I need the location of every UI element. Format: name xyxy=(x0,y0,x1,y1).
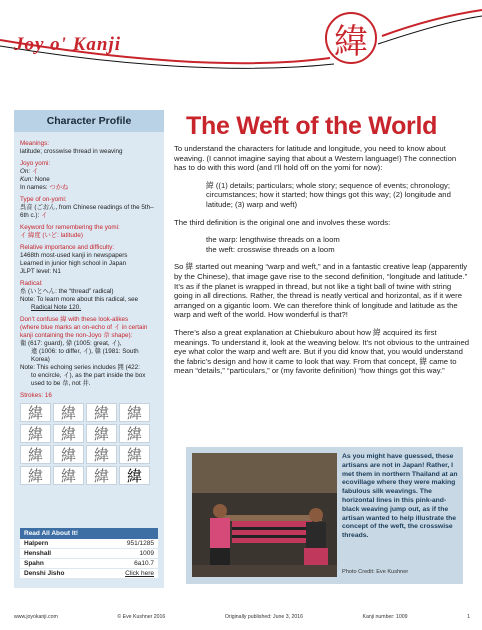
reference-table xyxy=(20,528,158,579)
confuse-note-2: to encircle, イ), as the part inside the box used to be 韋, not 井. xyxy=(31,372,146,387)
confuse-sub-label: (where blue marks an on-echo of イ in certain kanji containing the non-Joyo 韋 shape): xyxy=(20,324,148,339)
article-title: The Weft of the World xyxy=(186,112,438,140)
photo-illustration xyxy=(192,453,337,577)
denshi-jisho-link[interactable]: Click here xyxy=(125,570,154,577)
type-on-value xyxy=(20,204,158,220)
stroke-step: 緯 xyxy=(119,424,150,443)
radical-value: 糸 (いとへん: the “thread” radical) xyxy=(20,288,114,295)
reference-name: Denshi Jisho xyxy=(24,570,65,577)
footer-page-number: 1 xyxy=(467,614,470,620)
confuse-line-2: 違 (1006: to differ, イ), 韓 (1981: South Korea) xyxy=(31,348,139,363)
kun-label: Kun: xyxy=(20,176,33,183)
reference-value: 1009 xyxy=(139,550,154,557)
kun-yomi xyxy=(20,176,158,184)
stroke-step: 緯 xyxy=(86,403,117,422)
weavers-photo xyxy=(192,453,337,577)
site-logo: Joy o' Kanji xyxy=(14,34,122,55)
type-on-kana: イ xyxy=(41,212,48,219)
stroke-step: 緯 xyxy=(119,466,150,485)
stroke-step: 緯 xyxy=(53,403,84,422)
kanji-emblem: 緯 xyxy=(325,12,377,64)
reference-row xyxy=(20,569,158,579)
kun-value: None xyxy=(34,176,50,183)
on-yomi xyxy=(20,168,158,176)
importance-label: Relative importance and difficulty: xyxy=(20,244,115,251)
reference-row xyxy=(20,559,158,569)
reference-value: 951/1285 xyxy=(126,540,154,547)
paragraph-intro: To understand the characters for latitude and longitude, you need to know about weaving. (I cannot imagine saying that about a Western language!) The connection has to do with this word (and I’ll hold off on the yomi for now): xyxy=(174,144,457,173)
confuse-label: Don’t confuse 緯 with these look-alikes xyxy=(20,316,129,323)
warp-weft-block xyxy=(174,235,470,254)
character-profile-sidebar xyxy=(14,110,164,588)
type-on-text: 呉音 (ごおん, from Chinese readings of the 5th–6th c.): xyxy=(20,204,154,219)
joyo-yomi-label: Joyo yomi: xyxy=(20,160,51,167)
radical-label: Radical: xyxy=(20,280,43,287)
profile-heading: Character Profile xyxy=(14,110,164,132)
on-label: On: xyxy=(20,168,31,175)
keyword-value: イ 緯度 (いど: latitude) xyxy=(20,232,83,239)
stroke-step: 緯 xyxy=(20,445,51,464)
reference-name: Halpern xyxy=(24,540,49,547)
photo-caption: As you might have guessed, these artisans are not in Japan! Rather, I met them in northern Thailand at an ecovillage where they were making fabulous silk weavings. The horizontal lines in this pink-and-black weaving jump out, as if the artisan wanted to help illustrate the concept of the weft, the crosswise threads. xyxy=(342,453,458,540)
weft-line: the weft: crosswise threads on a loom xyxy=(206,244,335,254)
stroke-step: 緯 xyxy=(119,403,150,422)
importance-2: Learned in junior high school in Japan xyxy=(20,260,127,267)
on-value: イ xyxy=(31,168,39,175)
footer-copyright: © Eve Kushner 2016 xyxy=(117,614,166,620)
reference-row xyxy=(20,539,158,549)
paragraph-chiebukuro: There’s also a great explanation at Chiebukuro about how 緯 acquired its first meanings. To understand it, look at the weaving below. It’s not obvious to the untrained eye what color the warp and weft are. But if you did know that, you would understand the fabric’s design and how it came to look that way. From that concept, 緯 came to mean “details,” “particulars,” or (my favorite definition) “how things got this way.” xyxy=(174,327,470,376)
paragraph-third-definition: The third definition is the original one and involves these words: xyxy=(174,217,391,227)
importance-3: JLPT level: N1 xyxy=(20,268,61,275)
reference-value: 6a10.7 xyxy=(134,560,154,567)
confuse-line-1: 衛 (617: guard), 偉 (1005: great, イ), xyxy=(20,340,122,347)
meanings-label: Meanings: xyxy=(20,140,50,147)
stroke-step: 緯 xyxy=(20,424,51,443)
reference-row xyxy=(20,549,158,559)
meanings-value: latitude; crosswise thread in weaving xyxy=(20,148,123,155)
paragraph-meaning: So 緯 started out meaning “warp and weft,” and in a fantastic creative leap (apparently by the Chinese), that image gave rise to the second definition, “longitude and latitude.” It’s as if the planet is wrapped in thread, but not like a tight ball of twine with string going in all directions. Rather, the thread is neatly vertical and horizontal, as if it were arranged on a gigantic loom. We can therefore think of longitude and latitude as the warp and weft of the world. How wonderful is that?! xyxy=(174,262,468,320)
stroke-step: 緯 xyxy=(20,403,51,422)
radical-note-link[interactable]: Radical Note 120. xyxy=(31,304,82,311)
warp-line: the warp: lengthwise threads on a loom xyxy=(206,235,340,245)
reference-name: Henshall xyxy=(24,550,52,557)
footer-published: Originally published: June 3, 2016 xyxy=(224,614,303,620)
page-footer xyxy=(14,614,470,620)
stroke-step: 緯 xyxy=(86,424,117,443)
footer-site[interactable]: www.joyokanji.com xyxy=(14,614,58,620)
confuse-note-1: Note: This echoing series includes 囲 (422: xyxy=(20,364,140,371)
type-on-label: Type of on-yomi: xyxy=(20,196,67,203)
radical-note: Note: To learn more about this radical, see xyxy=(20,296,139,303)
stroke-step: 緯 xyxy=(53,445,84,464)
profile-content xyxy=(14,132,164,485)
stroke-step: 緯 xyxy=(20,466,51,485)
definition-block: 緯 ((1) details; particulars; whole story; sequence of events; chronology; circumstances; how it started; how things got this way; (2) longitude and latitude; (3) warp and weft) xyxy=(206,180,451,209)
reference-header: Read All About It! xyxy=(20,528,158,539)
stroke-step: 緯 xyxy=(53,466,84,485)
strokes-label: Strokes: 16 xyxy=(20,392,52,399)
reference-name: Spahn xyxy=(24,560,44,567)
importance-1: 1468th most-used kanji in newspapers xyxy=(20,252,128,259)
keyword-label: Keyword for remembering the yomi: xyxy=(20,224,120,231)
footer-kanji-number: Kanji number: 1009 xyxy=(362,614,408,620)
stroke-step: 緯 xyxy=(86,466,117,485)
stroke-step: 緯 xyxy=(53,424,84,443)
names-value: つかね xyxy=(49,184,69,191)
names-yomi xyxy=(20,184,158,192)
stroke-step: 緯 xyxy=(86,445,117,464)
photo-block xyxy=(186,447,463,584)
stroke-order-grid xyxy=(20,403,158,485)
photo-credit: Photo Credit: Eve Kushner xyxy=(342,569,409,575)
article-body xyxy=(174,144,470,384)
stroke-step: 緯 xyxy=(119,445,150,464)
names-label: In names: xyxy=(20,184,48,191)
